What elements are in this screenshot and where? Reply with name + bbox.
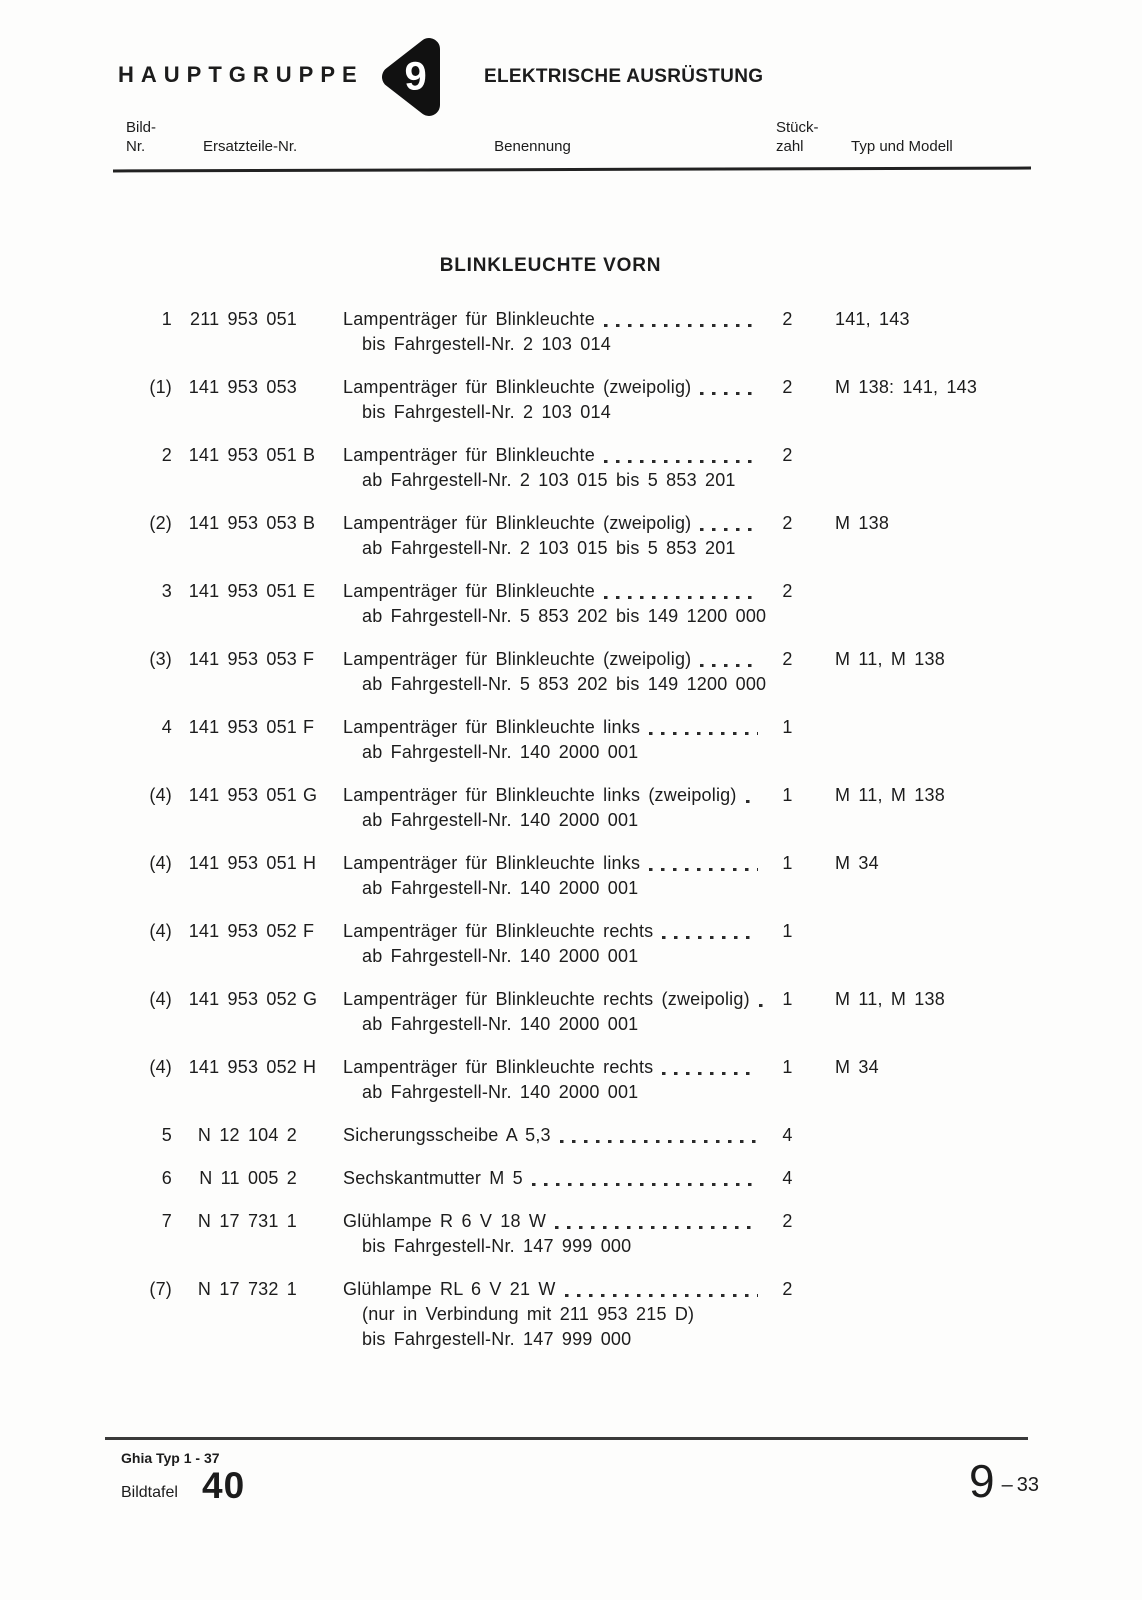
part-number-suffix: G [303, 989, 318, 1009]
chassis-number-note: ab Fahrgestell-Nr. 140 2000 001 [362, 1082, 639, 1102]
chassis-number-note: ab Fahrgestell-Nr. 2 103 015 bis 5 853 201 [362, 470, 736, 490]
table-row [115, 443, 1030, 493]
part-number-base: 141 953 053 [188, 377, 297, 397]
dot-leader [700, 392, 758, 395]
table-row [115, 1166, 1030, 1191]
page-ref-group: 9 [969, 1455, 995, 1507]
main-group-number: 9 [404, 54, 427, 99]
part-number-suffix: G [303, 785, 318, 805]
part-number-base: 211 953 051 [190, 309, 297, 329]
dot-leader [604, 324, 758, 327]
type-model-cell: M 138: 141, 143 [835, 377, 978, 397]
designation-cell [343, 987, 760, 1037]
bild-nr-cell: 5 [161, 1125, 172, 1145]
column-header-bild-nr [115, 118, 172, 156]
type-model-cell [835, 1123, 1030, 1148]
designation-cell [343, 647, 767, 697]
type-model-cell [835, 579, 1030, 629]
quantity-cell: 1 [782, 717, 793, 737]
quantity-cell: 4 [782, 1168, 793, 1188]
designation-text: Sechskantmutter M 5 [343, 1168, 523, 1188]
designation-text: Lampenträger für Blinkleuchte [343, 309, 595, 329]
designation-cell [343, 851, 760, 901]
table-row [115, 375, 1030, 425]
part-number-base: 141 953 052 [188, 921, 297, 941]
chassis-number-note: ab Fahrgestell-Nr. 140 2000 001 [362, 946, 639, 966]
chassis-number-note: bis Fahrgestell-Nr. 2 103 014 [362, 334, 611, 354]
part-number-base: 141 953 051 [188, 445, 297, 465]
designation-text: Lampenträger für Blinkleuchte (zweipolig) [343, 377, 692, 397]
section-heading: BLINKLEUCHTE VORN [439, 255, 662, 276]
designation-text: Glühlampe R 6 V 18 W [343, 1211, 547, 1231]
part-number-cell [172, 307, 322, 357]
designation-cell [343, 1277, 760, 1352]
part-number-suffix: B [303, 513, 316, 533]
dot-leader [649, 732, 758, 735]
type-model-cell [835, 715, 1030, 765]
part-number-cell [172, 579, 322, 629]
part-number-cell [172, 647, 322, 697]
chassis-number-note: (nur in Verbindung mit 211 953 215 D) [362, 1304, 695, 1324]
bildtafel-label: Bildtafel [121, 1484, 178, 1501]
type-model-cell [835, 1166, 1030, 1191]
dot-leader [700, 528, 758, 531]
bild-nr-cell: (4) [149, 785, 172, 805]
bild-nr-cell: 1 [161, 309, 172, 329]
part-number-cell [172, 851, 322, 901]
main-group-label: HAUPTGRUPPE [118, 62, 364, 87]
table-row [115, 511, 1030, 561]
header-rule [113, 167, 1031, 173]
type-model-cell [835, 919, 1030, 969]
part-number-suffix: B [303, 445, 316, 465]
bild-nr-cell: 7 [161, 1211, 172, 1231]
table-row [115, 1123, 1030, 1148]
table-row [115, 987, 1030, 1037]
dot-leader [532, 1183, 758, 1186]
type-model-cell: 141, 143 [835, 309, 910, 329]
quantity-cell: 2 [782, 445, 793, 465]
part-number-suffix: E [303, 581, 316, 601]
part-number-cell [172, 1166, 322, 1191]
quantity-cell: 4 [782, 1125, 793, 1145]
part-number-base: N 11 005 2 [199, 1168, 297, 1188]
designation-text: Lampenträger für Blinkleuchte [343, 581, 595, 601]
quantity-cell: 2 [782, 377, 793, 397]
type-model-cell [835, 1209, 1030, 1259]
designation-cell [343, 307, 760, 357]
page-ref-separator: – [1001, 1474, 1013, 1496]
column-header-stueck-line1: Stück- [776, 119, 819, 136]
chassis-number-note: ab Fahrgestell-Nr. 140 2000 001 [362, 878, 639, 898]
designation-cell [343, 1209, 760, 1259]
column-header-stueckzahl [760, 118, 819, 156]
part-number-cell [172, 919, 322, 969]
bild-nr-cell: 4 [161, 717, 172, 737]
designation-text: Lampenträger für Blinkleuchte rechts [343, 1057, 654, 1077]
quantity-cell: 1 [782, 921, 793, 941]
bild-nr-cell: (4) [149, 853, 172, 873]
table-row [115, 647, 1030, 697]
part-number-suffix: H [303, 853, 317, 873]
dot-leader [700, 664, 758, 667]
type-model-cell: M 11, M 138 [835, 989, 945, 1009]
table-row [115, 1055, 1030, 1105]
quantity-cell: 1 [782, 785, 793, 805]
quantity-cell: 2 [782, 1211, 793, 1231]
designation-text: Lampenträger für Blinkleuchte links (zweipolig) [343, 785, 737, 805]
part-number-cell [172, 783, 322, 833]
chassis-number-note: ab Fahrgestell-Nr. 140 2000 001 [362, 810, 639, 830]
dot-leader [746, 800, 758, 803]
dot-leader [662, 936, 758, 939]
part-number-cell [172, 511, 322, 561]
bild-nr-cell: 3 [161, 581, 172, 601]
chassis-number-note-2: bis Fahrgestell-Nr. 147 999 000 [362, 1329, 632, 1349]
part-number-base: N 12 104 2 [197, 1125, 297, 1145]
designation-cell [343, 375, 760, 425]
model-range-label: Ghia Typ 1 - 37 [121, 1450, 220, 1466]
type-model-cell: M 34 [835, 1057, 879, 1077]
type-model-cell: M 34 [835, 853, 879, 873]
column-header-zahl-line2: zahl [776, 138, 804, 155]
chassis-number-note: ab Fahrgestell-Nr. 140 2000 001 [362, 1014, 639, 1034]
quantity-cell: 1 [782, 989, 793, 1009]
chapter-title: ELEKTRISCHE AUSRÜSTUNG [484, 66, 764, 87]
quantity-cell: 1 [782, 853, 793, 873]
designation-text: Lampenträger für Blinkleuchte (zweipolig) [343, 649, 692, 669]
part-number-cell [172, 375, 322, 425]
bild-nr-cell: (4) [149, 921, 172, 941]
table-row [115, 307, 1030, 357]
dot-leader [560, 1140, 758, 1143]
bild-nr-cell: (2) [149, 513, 172, 533]
designation-cell [343, 715, 760, 765]
page-ref-number: 33 [1016, 1474, 1039, 1496]
part-number-cell [172, 443, 322, 493]
designation-cell [343, 1166, 760, 1191]
type-model-cell [835, 1277, 1030, 1352]
dot-leader [604, 596, 758, 599]
designation-cell [343, 443, 760, 493]
table-row [115, 919, 1030, 969]
part-number-base: 141 953 051 [188, 785, 297, 805]
part-number-suffix: F [303, 717, 315, 737]
table-row [115, 579, 1030, 629]
bild-nr-cell: 2 [161, 445, 172, 465]
designation-cell [343, 783, 760, 833]
designation-text: Lampenträger für Blinkleuchte links [343, 717, 641, 737]
chassis-number-note: ab Fahrgestell-Nr. 5 853 202 bis 149 1200 000 [362, 674, 767, 694]
table-row [115, 783, 1030, 833]
part-number-base: N 17 731 1 [197, 1211, 297, 1231]
table-row [115, 851, 1030, 901]
table-row [115, 715, 1030, 765]
column-header-ersatzteile-nr: Ersatzteile-Nr. [203, 138, 298, 155]
quantity-cell: 1 [782, 1057, 793, 1077]
designation-cell [343, 1123, 760, 1148]
type-model-cell: M 11, M 138 [835, 649, 945, 669]
part-number-base: 141 953 053 [188, 649, 297, 669]
part-number-cell [172, 715, 322, 765]
designation-text: Lampenträger für Blinkleuchte (zweipolig) [343, 513, 692, 533]
group-9-badge [378, 34, 444, 120]
chassis-number-note: bis Fahrgestell-Nr. 147 999 000 [362, 1236, 632, 1256]
dot-leader [662, 1072, 758, 1075]
chassis-number-note: ab Fahrgestell-Nr. 140 2000 001 [362, 742, 639, 762]
column-header-bild-line1: Bild- [126, 119, 157, 136]
designation-cell [343, 579, 767, 629]
part-number-cell [172, 987, 322, 1037]
bild-nr-cell: 6 [161, 1168, 172, 1188]
parts-table [115, 307, 1030, 1370]
part-number-base: 141 953 052 [188, 989, 297, 1009]
bild-nr-cell: (3) [149, 649, 172, 669]
part-number-cell [172, 1277, 322, 1352]
part-number-base: 141 953 051 [188, 581, 297, 601]
footer-rule [105, 1437, 1028, 1440]
designation-cell [343, 511, 760, 561]
designation-text: Lampenträger für Blinkleuchte rechts [343, 921, 654, 941]
dot-leader [649, 868, 758, 871]
part-number-suffix: H [303, 1057, 317, 1077]
column-header-bild-line2: Nr. [126, 138, 146, 155]
dot-leader [604, 460, 758, 463]
chassis-number-note: ab Fahrgestell-Nr. 2 103 015 bis 5 853 201 [362, 538, 736, 558]
column-header-benennung: Benennung [494, 138, 571, 155]
quantity-cell: 2 [782, 581, 793, 601]
chassis-number-note: bis Fahrgestell-Nr. 2 103 014 [362, 402, 611, 422]
page-reference [969, 1455, 1039, 1507]
column-header-typ-und-modell: Typ und Modell [851, 138, 953, 155]
quantity-cell: 2 [782, 309, 793, 329]
part-number-cell [172, 1209, 322, 1259]
quantity-cell: 2 [782, 1279, 793, 1299]
designation-text: Sicherungsscheibe A 5,3 [343, 1125, 551, 1145]
dot-leader [555, 1226, 758, 1229]
part-number-base: 141 953 051 [188, 853, 297, 873]
quantity-cell: 2 [782, 513, 793, 533]
part-number-base: 141 953 052 [188, 1057, 297, 1077]
designation-text: Lampenträger für Blinkleuchte [343, 445, 595, 465]
designation-cell [343, 919, 760, 969]
chassis-number-note: ab Fahrgestell-Nr. 5 853 202 bis 149 1200 000 [362, 606, 767, 626]
bild-nr-cell: (7) [149, 1279, 172, 1299]
quantity-cell: 2 [782, 649, 793, 669]
table-row [115, 1209, 1030, 1259]
designation-cell [343, 1055, 760, 1105]
table-row [115, 1277, 1030, 1352]
part-number-base: 141 953 053 [188, 513, 297, 533]
type-model-cell: M 138 [835, 513, 890, 533]
designation-text: Lampenträger für Blinkleuchte links [343, 853, 641, 873]
designation-text: Glühlampe RL 6 V 21 W [343, 1279, 556, 1299]
type-model-cell: M 11, M 138 [835, 785, 945, 805]
part-number-cell [172, 1055, 322, 1105]
part-number-suffix: F [303, 921, 315, 941]
part-number-base: N 17 732 1 [197, 1279, 297, 1299]
part-number-cell [172, 1123, 322, 1148]
bild-nr-cell: (4) [149, 989, 172, 1009]
designation-text: Lampenträger für Blinkleuchte rechts (zweipolig) [343, 989, 750, 1009]
dot-leader [565, 1294, 758, 1297]
part-number-suffix: F [303, 649, 315, 669]
table-column-headers [115, 118, 1030, 156]
part-number-base: 141 953 051 [188, 717, 297, 737]
bild-nr-cell: (1) [149, 377, 172, 397]
type-model-cell [835, 443, 1030, 493]
bild-nr-cell: (4) [149, 1057, 172, 1077]
bildtafel-number: 40 [202, 1465, 246, 1506]
